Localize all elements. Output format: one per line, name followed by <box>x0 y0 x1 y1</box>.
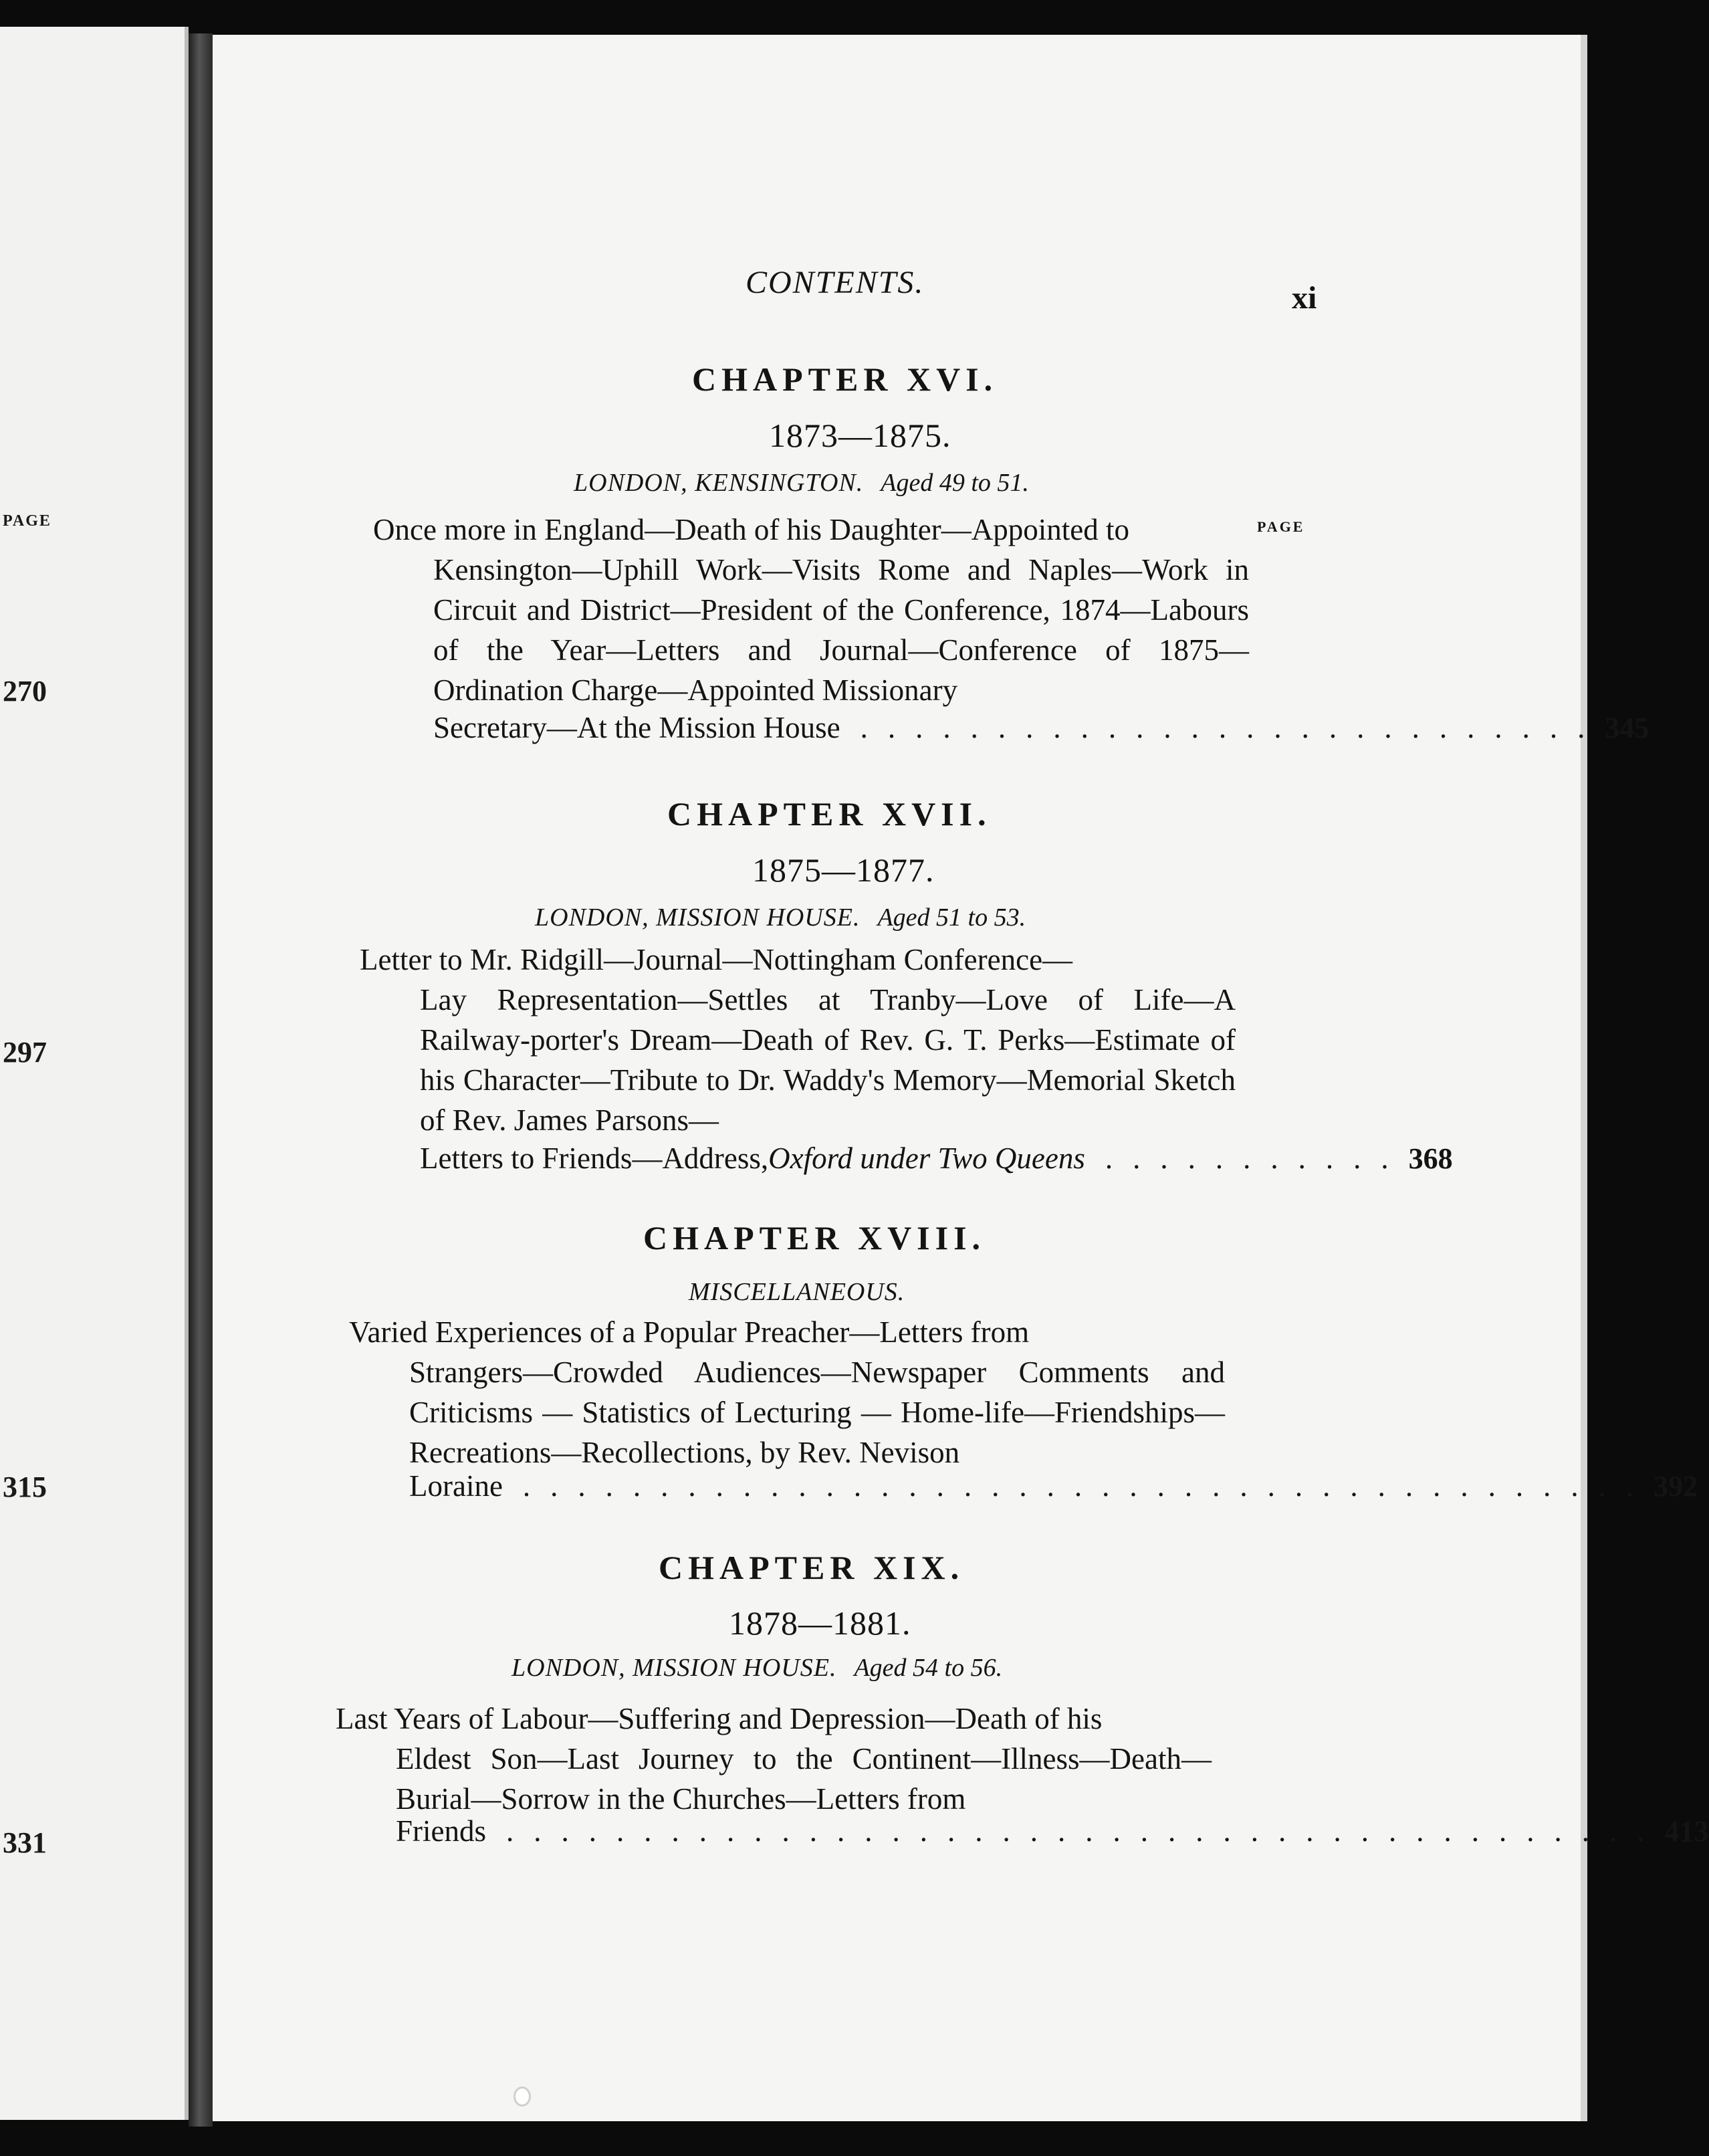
dot-leader: ........................... <box>860 711 1605 744</box>
page-number: 413 <box>1664 1815 1709 1848</box>
summary-first-line: Varied Experiences of a Popular Preacher—Letters from <box>349 1315 1030 1349</box>
chapter-subtitle: MISCELLANEOUS. <box>689 1278 905 1306</box>
page-column-head: PAGE <box>1257 518 1305 535</box>
left-page-head: PAGE <box>3 512 51 530</box>
chapter-place <box>535 903 1026 932</box>
age-range: Aged 51 to 53. <box>877 903 1026 932</box>
chapter-title: CHAPTER XVI. <box>692 360 998 398</box>
summary-last-line: Letters to Friends—Address, <box>420 1142 769 1175</box>
left-page-number: 331 <box>3 1826 47 1859</box>
chapter-title: CHAPTER XVII. <box>667 795 992 833</box>
summary-last-line: Loraine <box>409 1469 503 1503</box>
running-head: CONTENTS. <box>746 265 925 300</box>
summary-last-line: Secretary—At the Mission House <box>433 711 840 744</box>
left-page-number: 315 <box>3 1471 47 1503</box>
summary-first-line: Letter to Mr. Ridgill—Journal—Nottingham Conference— <box>360 943 1073 976</box>
chapter-years: 1878—1881. <box>729 1604 911 1642</box>
left-page <box>0 27 189 2120</box>
summary-body: Eldest Son—Last Journey to the Continent—Illness—Death—Burial—Sorrow in the Churches—Letters from <box>396 1742 1212 1816</box>
age-range: Aged 54 to 56. <box>854 1654 1003 1682</box>
chapter-summary <box>349 1312 1225 1473</box>
age-range: Aged 49 to 51. <box>881 469 1029 497</box>
summary-first-line: Last Years of Labour—Suffering and Depression—Death of his <box>336 1702 1103 1735</box>
chapter-summary <box>336 1699 1212 1819</box>
place-name: LONDON, MISSION HOUSE. <box>535 903 861 932</box>
dot-leader: ........... <box>1105 1142 1409 1175</box>
place-name: LONDON, KENSINGTON. <box>574 469 864 497</box>
toc-entry <box>373 708 1649 748</box>
book-gutter <box>189 33 213 2127</box>
chapter-place <box>574 468 1029 498</box>
summary-first-line: Once more in England—Death of his Daughter—Appointed to <box>373 513 1129 546</box>
chapter-place <box>511 1653 1002 1683</box>
left-page-number: 297 <box>3 1036 47 1069</box>
toc-entry <box>360 1138 1453 1179</box>
summary-last-line: Friends <box>396 1814 486 1848</box>
dot-leader: ......................................... <box>522 1469 1654 1503</box>
chapter-title: CHAPTER XVIII. <box>643 1219 986 1257</box>
page-folio: xi <box>1292 280 1317 316</box>
toc-entry <box>336 1811 1709 1852</box>
chapter-years: 1873—1875. <box>769 417 951 454</box>
toc-entry <box>349 1466 1698 1507</box>
chapter-years: 1875—1877. <box>752 851 935 889</box>
page-number: 345 <box>1605 712 1649 744</box>
summary-body: Strangers—Crowded Audiences—Newspaper Comments and Criticisms — Statistics of Lecturing — Home-life—Friendships—Recreations—Recollections, by Rev. Nevison <box>409 1356 1225 1469</box>
dot-leader: .......................................... <box>506 1814 1665 1848</box>
chapter-summary <box>360 940 1236 1140</box>
chapter-title: CHAPTER XIX. <box>659 1549 965 1586</box>
page-number: 368 <box>1408 1142 1453 1175</box>
left-page-number: 270 <box>3 675 47 708</box>
summary-body: Kensington—Uphill Work—Visits Rome and Naples—Work in Circuit and District—President of the Conference, 1874—Labours of the Year—Letters and Journal—Conference of 1875—Ordination Charge—Appointed Missionary <box>433 553 1249 707</box>
place-name: LONDON, MISSION HOUSE. <box>511 1654 837 1682</box>
paper-blemish <box>514 2086 531 2107</box>
page-number: 392 <box>1654 1470 1698 1503</box>
summary-title-italic: Oxford under Two Queens <box>768 1142 1085 1175</box>
chapter-summary <box>373 510 1249 710</box>
summary-body: Lay Representation—Settles at Tranby—Love of Life—A Railway-porter's Dream—Death of Rev. G. T. Perks—Estimate of his Character—Tribute to Dr. Waddy's Memory—Memorial Sketch of Rev. James Parsons— <box>420 983 1236 1137</box>
